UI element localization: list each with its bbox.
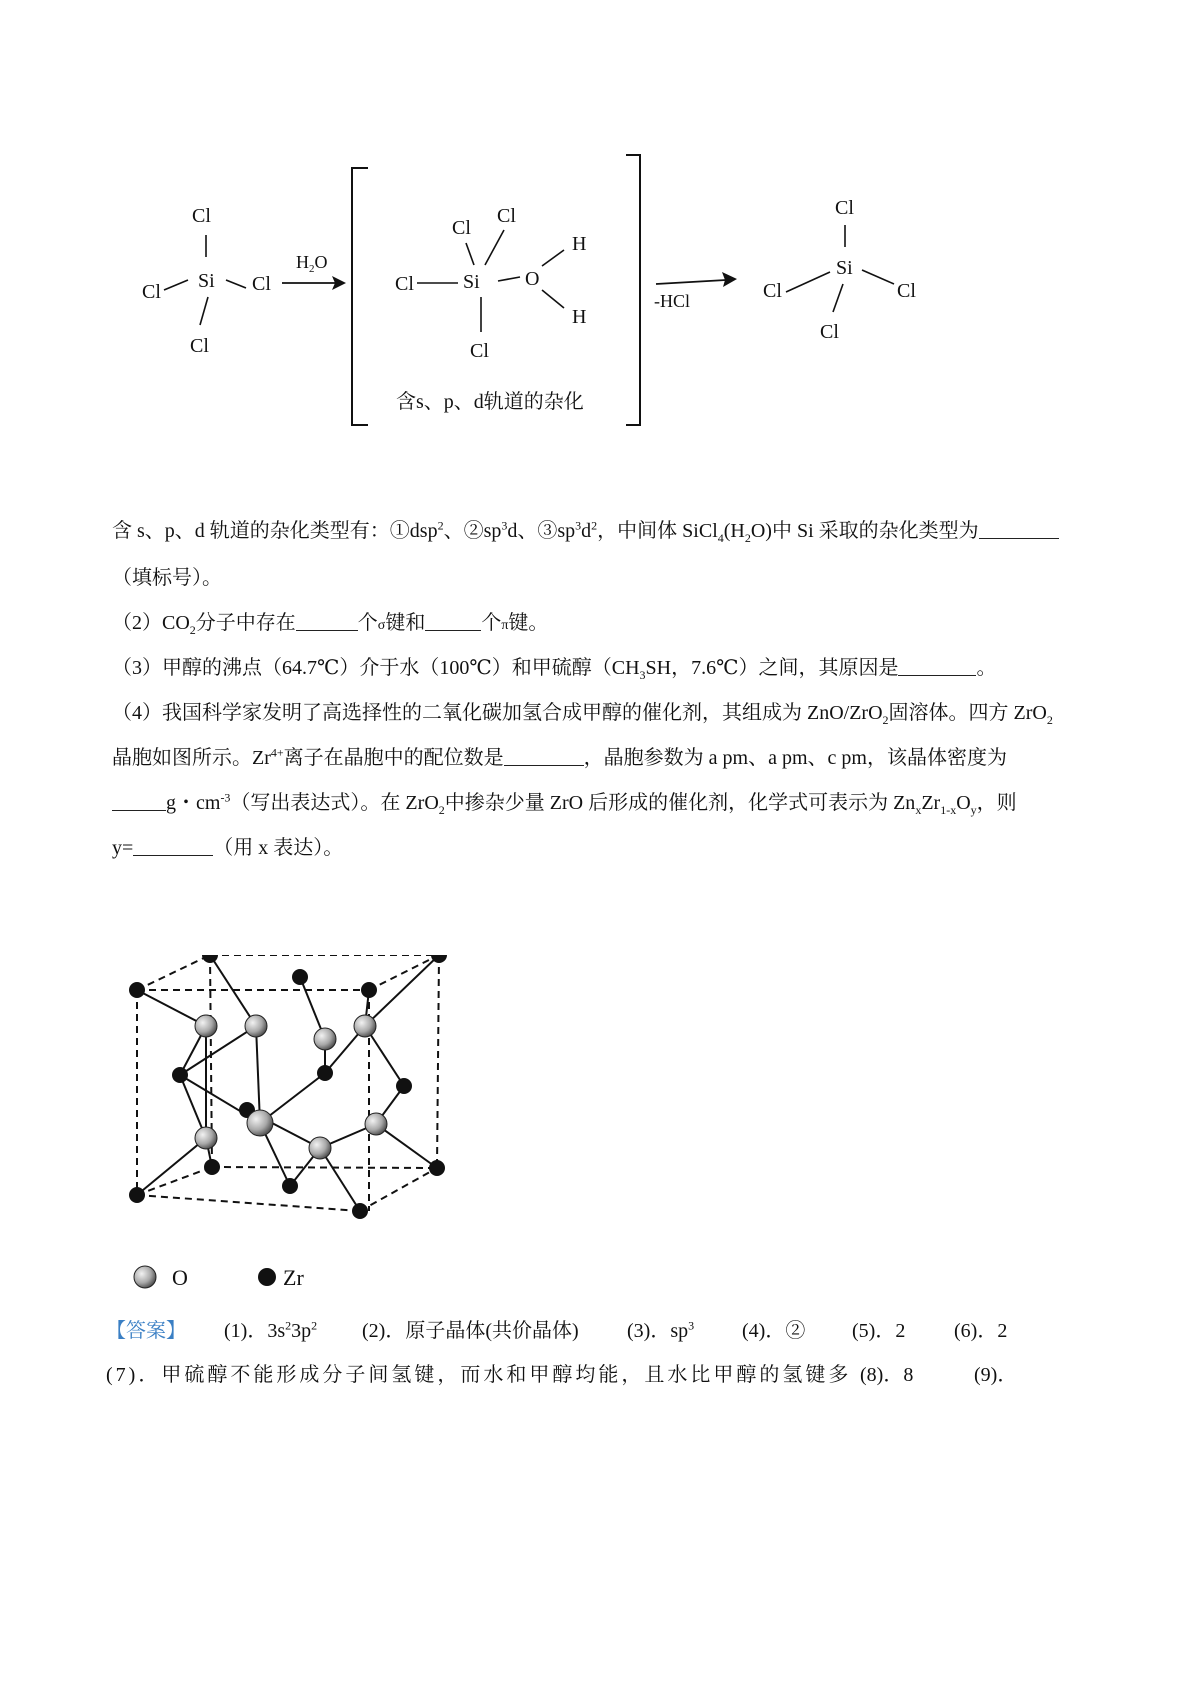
zr-atom <box>429 1160 445 1176</box>
zr-atom <box>172 1067 188 1083</box>
answer-label: 【答案】 <box>106 1320 186 1342</box>
zr-atom <box>352 1203 368 1219</box>
answer-blank[interactable] <box>504 747 584 766</box>
zr-atom <box>129 982 145 998</box>
answer-4: (4)．② <box>742 1320 806 1342</box>
atom-label: O <box>525 268 540 290</box>
zr-atom <box>292 969 308 985</box>
answer-6: (6)．2 <box>954 1320 1008 1342</box>
o-atom <box>195 1127 217 1149</box>
atom-label: Si <box>463 271 480 293</box>
sicl4-left <box>142 205 271 357</box>
answer-5: (5)．2 <box>852 1320 906 1342</box>
o-atom <box>309 1137 331 1159</box>
atom-label: Cl <box>452 217 471 239</box>
question-1-line-2: （填标号）。 <box>112 567 222 589</box>
question-1-line-1: 含 s、p、d 轨道的杂化类型有：①dsp$^2$、$②sp^3d$、$③sp^3d^2$，中间体 $SiCl_4(H_2O)$中 Si 采取的杂化类型为 <box>112 518 1097 544</box>
zr-atom <box>317 1065 333 1081</box>
atom-label: Si <box>198 270 215 292</box>
atom-label: Si <box>836 257 853 279</box>
intermediate-molecule <box>395 205 586 413</box>
answer-blank[interactable] <box>112 792 166 811</box>
legend <box>134 1265 304 1290</box>
question-4-line-2: 晶胞如图所示。$Zr^{4+}$离子在晶胞中的配位数是 ，晶胞参数为 a pm、a pm、c pm，该晶体密度为 <box>112 745 1007 769</box>
zr-atom <box>204 1159 220 1175</box>
answer-line-2 <box>106 1362 1097 1388</box>
o-atoms <box>195 1015 387 1159</box>
question-4-line-1: （4）我国科学家发明了高选择性的二氧化碳加氢合成甲醇的催化剂，其组成为 ZnO/ZrO$_2$固溶体。四方 ZrO$_2$ <box>112 702 1053 727</box>
atom-label: Cl <box>497 205 516 227</box>
reaction-scheme <box>140 150 1090 470</box>
zr-atom <box>202 955 218 963</box>
atom-label: Cl <box>470 340 489 362</box>
atom-label: Cl <box>835 197 854 219</box>
sicl4-right <box>763 197 916 343</box>
atom-label: H <box>572 306 587 328</box>
answer-2: (2)．原子晶体(共价晶体) <box>362 1320 579 1342</box>
question-4-line-4: y= （用 x 表达）。 <box>112 837 344 859</box>
answer-7: (7)．甲硫醇不能形成分子间氢键，而水和甲醇均能，且水比甲醇的氢键多 <box>106 1364 852 1386</box>
atom-label: Cl <box>142 281 161 303</box>
answer-1: (1)．$3s^23p^2$ <box>224 1318 318 1342</box>
o-atom <box>365 1113 387 1135</box>
question-4-line-3: g・$cm^{-3}$（写出表达式）。在 ZrO$_2$中掺杂少量 ZrO 后形成的催化剂，化学式可表示为 $Zn_xZr_{1-x}O_y$，则 <box>112 790 1097 816</box>
zr-atom <box>431 955 447 963</box>
arrow-h2o <box>282 252 346 290</box>
o-atom <box>314 1028 336 1050</box>
atom-label: Cl <box>190 335 209 357</box>
answer-blank[interactable] <box>898 657 976 676</box>
zr-legend-label: Zr <box>283 1265 304 1290</box>
atom-label: H <box>572 233 587 255</box>
atom-label: Cl <box>820 321 839 343</box>
answer-blank[interactable] <box>133 837 213 856</box>
answer-blank[interactable] <box>979 520 1059 539</box>
o-atom <box>354 1015 376 1037</box>
atom-label: Cl <box>192 205 211 227</box>
o-atom <box>195 1015 217 1037</box>
o-legend-label: O <box>172 1265 188 1290</box>
atom-label: Cl <box>395 273 414 295</box>
zro2-unit-cell-figure <box>120 955 520 1345</box>
o-atom <box>245 1015 267 1037</box>
answer-8: (8)．8 <box>860 1364 914 1386</box>
atom-label: Cl <box>252 273 271 295</box>
zr-legend-marker <box>258 1268 276 1286</box>
question-2: $(2)CO_2$分子中存在 个σ键和 个π键。 <box>112 612 549 637</box>
answer-blank[interactable] <box>425 612 481 631</box>
answer-3: (3)．$sp^3$ <box>627 1318 695 1342</box>
arrow-label: -HCl <box>654 291 690 311</box>
answer-line-1 <box>106 1318 1097 1344</box>
zr-atom <box>396 1078 412 1094</box>
answer-blank[interactable] <box>296 612 358 631</box>
answer-9: (9)． <box>974 1364 1018 1386</box>
atom-label: Cl <box>763 280 782 302</box>
zr-o-bonds <box>137 955 439 1211</box>
intermediate-caption: 含s、p、d轨道的杂化 <box>396 391 584 413</box>
zr-atom <box>361 982 377 998</box>
arrow-label: $H_2O$ <box>296 252 328 275</box>
o-atom <box>247 1110 273 1136</box>
zr-atom <box>282 1178 298 1194</box>
o-legend-marker <box>134 1266 156 1288</box>
arrow-hcl <box>654 272 737 311</box>
atom-label: Cl <box>897 280 916 302</box>
question-3: （3）甲醇的沸点（64.7℃）介于水（100℃）和甲硫醇（$CH_3SH$，7.6℃）之间，其原因是 。 <box>112 657 997 682</box>
zr-atom <box>129 1187 145 1203</box>
